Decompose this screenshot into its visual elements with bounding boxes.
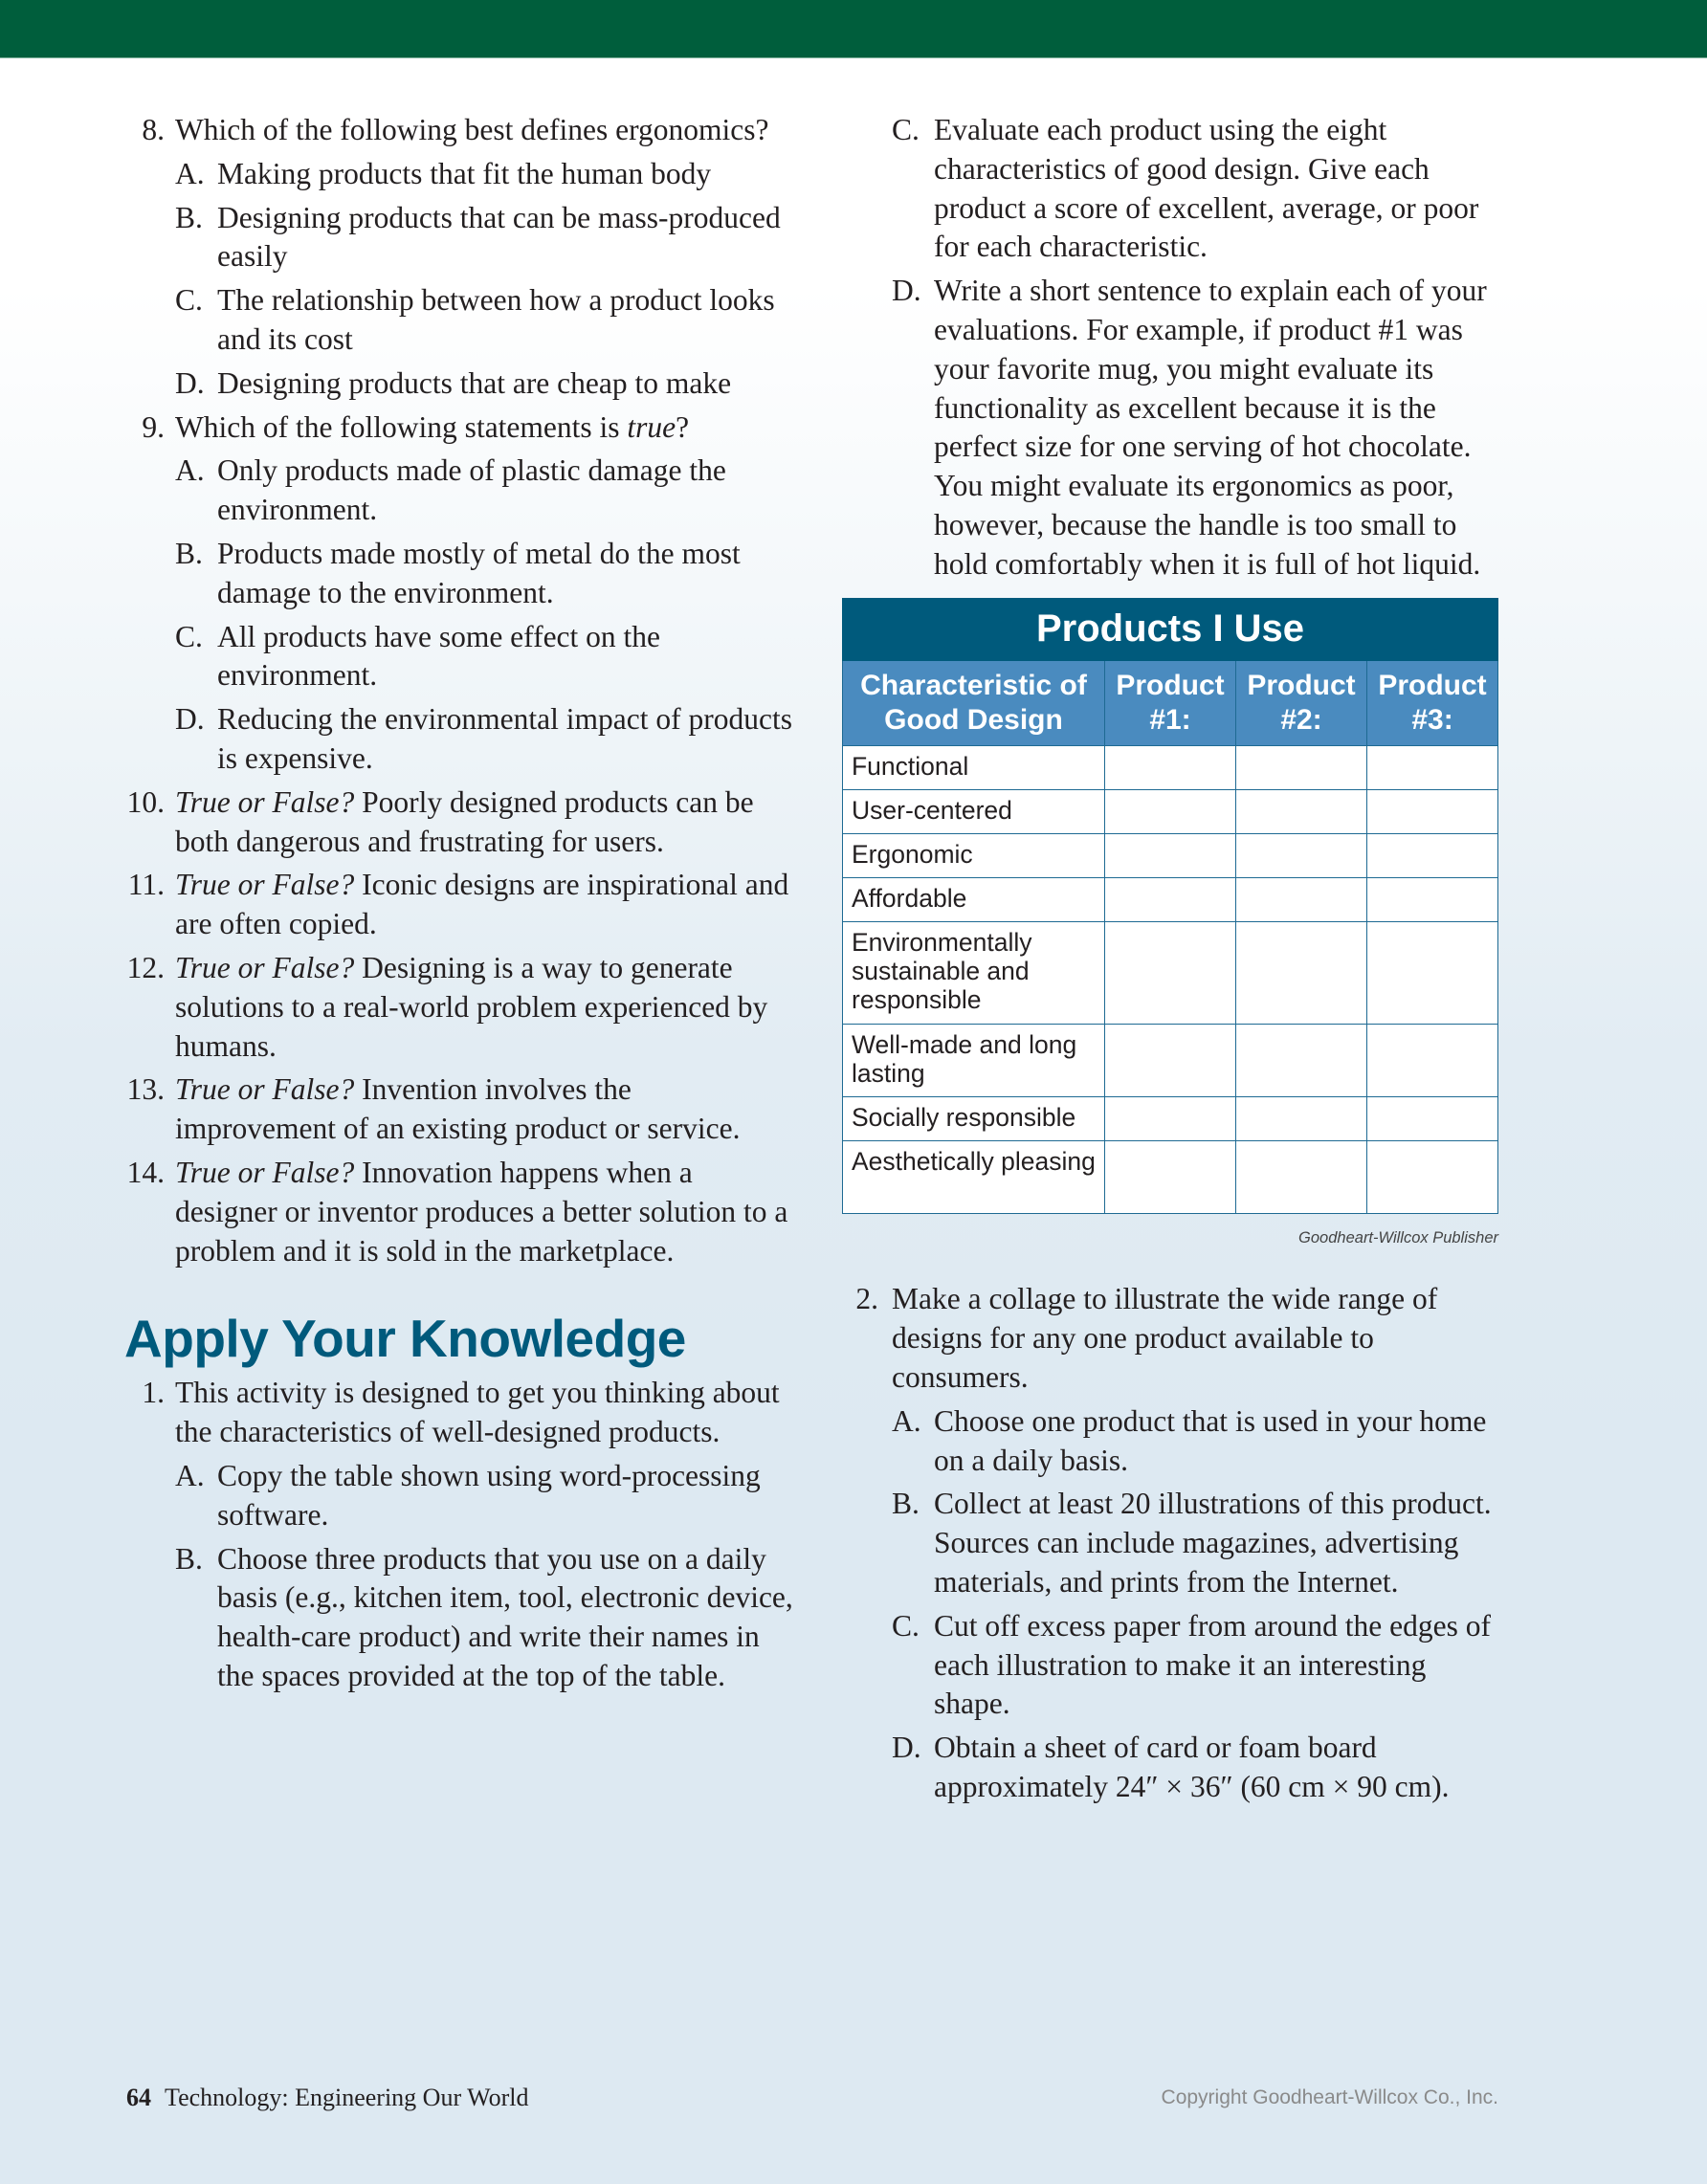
true-or-false-label: True or False? (175, 1155, 355, 1189)
activity-1-step-b (124, 1540, 794, 1696)
activity-text: Make a collage to illustrate the wide range of designs for any one product available to consumers. (892, 1282, 1438, 1394)
product-2-cell (1236, 877, 1367, 921)
question-number: 9. (142, 409, 165, 444)
question-11 (124, 866, 794, 944)
characteristic-cell: Functional (843, 745, 1105, 789)
question-12 (124, 949, 794, 1066)
question-9-option-d (124, 700, 794, 779)
question-number: 12. (126, 950, 165, 984)
option-letter: C. (175, 619, 203, 653)
activity-2-step-d (842, 1729, 1502, 1807)
question-text (175, 1072, 740, 1145)
question-8-option-c (124, 281, 794, 360)
activity-1-prompt (124, 1374, 794, 1452)
product-1-cell (1105, 1024, 1236, 1096)
step-letter: A. (175, 1458, 205, 1492)
product-3-cell (1367, 877, 1498, 921)
table-row (843, 833, 1498, 877)
activity-1-step-d (842, 272, 1502, 584)
question-number: 14. (126, 1155, 165, 1189)
header-product-3: Product #3: (1367, 660, 1498, 745)
text-part: ? (676, 409, 690, 444)
characteristic-cell: Environmentally sustainable and responsible (843, 921, 1105, 1024)
question-13 (124, 1070, 794, 1149)
product-1-cell (1105, 1096, 1236, 1140)
product-3-cell (1367, 1096, 1498, 1140)
table-row (843, 745, 1498, 789)
question-number: 11. (127, 868, 165, 902)
true-or-false-label: True or False? (175, 950, 355, 984)
question-9-option-a (124, 452, 794, 530)
product-3-cell (1367, 1024, 1498, 1096)
question-9-option-b (124, 535, 794, 613)
product-2-cell (1236, 1140, 1367, 1213)
step-text: Cut off excess paper from around the edges of each illustration to make it an interesting shape. (934, 1608, 1491, 1721)
table-header-row (843, 660, 1498, 745)
option-text: Products made mostly of metal do the most damage to the environment. (217, 536, 741, 609)
characteristic-cell: Aesthetically pleasing (843, 1140, 1105, 1213)
question-number: 10. (126, 784, 165, 819)
question-9 (124, 408, 794, 448)
option-letter: A. (175, 453, 205, 488)
option-letter: B. (175, 200, 203, 234)
product-2-cell (1236, 745, 1367, 789)
products-table-figure (842, 598, 1498, 1258)
question-8-option-b (124, 199, 794, 277)
product-2-cell (1236, 1024, 1367, 1096)
step-letter: C. (892, 1608, 920, 1643)
table-title: Products I Use (843, 598, 1498, 660)
review-questions (124, 111, 794, 1270)
option-text: Only products made of plastic damage the environment. (217, 453, 726, 527)
activity-2-step-b (842, 1485, 1502, 1601)
page-footer (126, 2084, 528, 2112)
text-part: Invention involves the improvement of an existing product or service. (175, 1072, 741, 1146)
activity-1-step-c (842, 111, 1502, 267)
step-text: Collect at least 20 illustrations of this product. Sources can include magazines, advertising materials, and prints from the Internet. (934, 1487, 1492, 1599)
step-text: Write a short sentence to explain each of your evaluations. For example, if product #1 was your favorite mug, you might evaluate its functionality as excellent because it is the perfect size for one serving of hot chocolate. You might evaluate its ergonomics as poor, however, because the handle is too small to hold comfortably when it is full of hot liquid. (934, 274, 1487, 581)
table-row (843, 789, 1498, 833)
book-title: Technology: Engineering Our World (165, 2084, 529, 2111)
header-product-2: Product #2: (1236, 660, 1367, 745)
question-text (175, 1156, 787, 1268)
text-part: Designing is a way to generate solutions to a real-world problem experienced by humans. (175, 950, 768, 1063)
text-part: Iconic designs are inspirational and are often copied. (175, 868, 789, 941)
product-3-cell (1367, 789, 1498, 833)
true-or-false-label: True or False? (175, 868, 355, 902)
option-letter: B. (175, 536, 203, 570)
header-product-1: Product #1: (1105, 660, 1236, 745)
question-text (175, 785, 754, 858)
question-number: 13. (126, 1072, 165, 1107)
question-9-option-c (124, 618, 794, 696)
table-row (843, 877, 1498, 921)
characteristic-cell: Well-made and long lasting (843, 1024, 1105, 1096)
product-1-cell (1105, 1140, 1236, 1213)
question-8-option-a (124, 155, 794, 194)
option-text: The relationship between how a product looks and its cost (217, 283, 775, 356)
question-text (175, 951, 767, 1063)
step-text: Evaluate each product using the eight characteristics of good design. Give each product a score of excellent, average, or poor for each characteristic. (934, 113, 1479, 264)
product-1-cell (1105, 833, 1236, 877)
characteristic-cell: Affordable (843, 877, 1105, 921)
table-row (843, 921, 1498, 1024)
activity-1-step-a (124, 1457, 794, 1535)
activity-2 (842, 1280, 1502, 1806)
copyright-notice: Copyright Goodheart-Willcox Co., Inc. (1161, 2086, 1498, 2108)
step-letter: C. (892, 113, 920, 146)
text-part: Poorly designed products can be both dangerous and frustrating for users. (175, 784, 754, 858)
question-text: Which of the following best defines ergonomics? (175, 113, 769, 146)
activity-1 (124, 1374, 794, 1695)
option-text: All products have some effect on the environment. (217, 619, 661, 693)
product-3-cell (1367, 921, 1498, 1024)
activity-text: This activity is designed to get you thinking about the characteristics of well-designed products. (175, 1376, 780, 1449)
product-3-cell (1367, 745, 1498, 789)
true-or-false-label: True or False? (175, 784, 355, 819)
true-or-false-label: True or False? (175, 1072, 355, 1107)
product-2-cell (1236, 1096, 1367, 1140)
product-1-cell (1105, 921, 1236, 1024)
option-letter: D. (175, 365, 205, 400)
text-part-italic: true (627, 409, 676, 444)
step-text: Choose one product that is used in your home on a daily basis. (934, 1403, 1487, 1477)
activity-number: 1. (142, 1376, 165, 1410)
table-row (843, 1024, 1498, 1096)
text-part: Innovation happens when a designer or inventor produces a better solution to a problem and it is sold in the marketplace. (175, 1155, 788, 1268)
header-characteristic: Characteristic of Good Design (843, 660, 1105, 745)
question-8 (124, 111, 794, 150)
step-text: Copy the table shown using word-processing software. (217, 1458, 761, 1532)
question-number: 8. (142, 113, 165, 146)
step-text: Obtain a sheet of card or foam board approximately 24″ × 36″ (60 cm × 90 cm). (934, 1731, 1450, 1803)
question-8-option-d (124, 364, 794, 404)
right-column (842, 111, 1502, 1812)
products-i-use-table (842, 598, 1498, 1214)
step-letter: D. (892, 1731, 921, 1765)
step-text: Choose three products that you use on a daily basis (e.g., kitchen item, tool, electronic device, health-care product) and write their names in the spaces provided at the top of the table. (217, 1541, 793, 1692)
characteristic-cell: User-centered (843, 789, 1105, 833)
question-10 (124, 783, 794, 862)
option-text: Designing products that can be mass-produced easily (217, 200, 781, 274)
step-letter: D. (892, 274, 921, 308)
option-text: Reducing the environmental impact of products is expensive. (217, 702, 792, 775)
activity-number: 2. (855, 1282, 878, 1316)
step-letter: B. (175, 1541, 203, 1576)
table-row (843, 1140, 1498, 1213)
product-1-cell (1105, 877, 1236, 921)
section-heading: Apply Your Knowledge (124, 1309, 686, 1369)
top-color-band (0, 0, 1707, 58)
question-text (175, 410, 689, 444)
option-text: Making products that fit the human body (217, 156, 712, 190)
characteristic-cell: Ergonomic (843, 833, 1105, 877)
step-letter: A. (892, 1403, 921, 1438)
option-letter: C. (175, 283, 203, 318)
product-2-cell (1236, 833, 1367, 877)
product-3-cell (1367, 1140, 1498, 1213)
table-row (843, 1096, 1498, 1140)
activity-2-step-a (842, 1402, 1502, 1481)
characteristic-cell: Socially responsible (843, 1096, 1105, 1140)
question-14 (124, 1154, 794, 1270)
option-letter: A. (175, 156, 205, 190)
text-part: Which of the following statements is (175, 409, 628, 444)
product-2-cell (1236, 789, 1367, 833)
page-number: 64 (126, 2084, 151, 2111)
option-text: Designing products that are cheap to make (217, 365, 732, 400)
activity-2-step-c (842, 1607, 1502, 1724)
step-letter: B. (892, 1487, 920, 1521)
option-letter: D. (175, 702, 205, 737)
product-1-cell (1105, 745, 1236, 789)
product-2-cell (1236, 921, 1367, 1024)
activity-2-prompt (842, 1280, 1502, 1397)
product-3-cell (1367, 833, 1498, 877)
left-column (124, 111, 794, 1701)
figure-credit: Goodheart-Willcox Publisher (1298, 1228, 1498, 1246)
question-text (175, 868, 788, 940)
product-1-cell (1105, 789, 1236, 833)
